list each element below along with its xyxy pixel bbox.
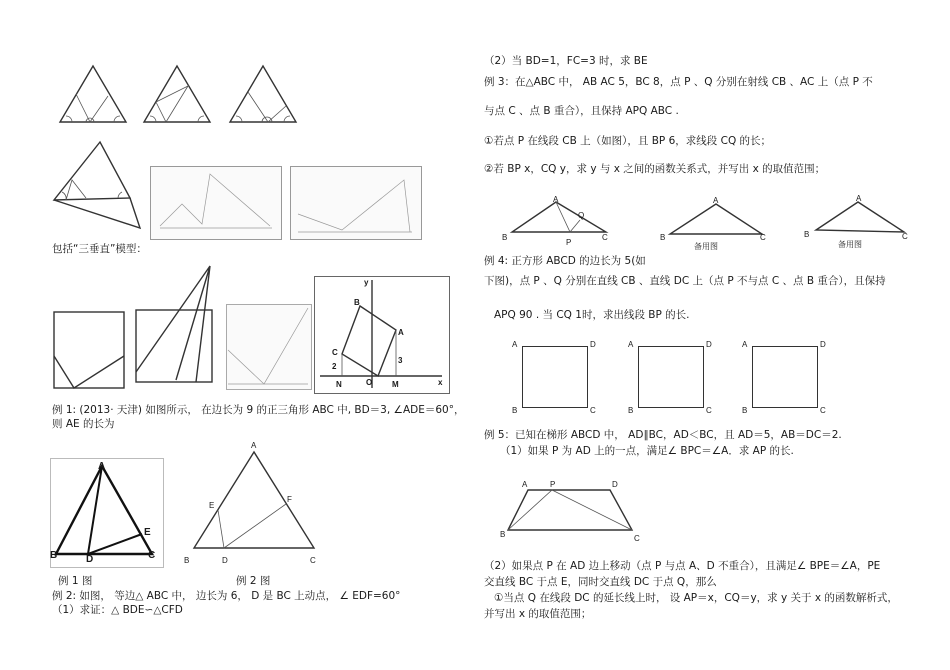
sq3-label-D: D xyxy=(820,340,826,349)
three-perpendicular-caption: 包括“三垂直”模型： xyxy=(52,243,147,255)
spare2-label-A: A xyxy=(856,194,862,203)
trap-label-A: A xyxy=(522,480,528,489)
triangle-figure-2 xyxy=(142,64,212,126)
sq1-label-A: A xyxy=(512,340,518,349)
ex3-label-C: C xyxy=(602,233,608,242)
example3-line2: 与点 C 、点 B 重合），且保持 APQ ABC . xyxy=(484,105,679,117)
photo-panel-3-lines xyxy=(226,304,310,388)
example3-line1: 例 3：在△ABC 中， AB AC 5，BC 8，点 P 、Q 分别在射线 CB 、AC 上（点 P 不 xyxy=(484,76,873,88)
figure1-caption: 例 1 图 xyxy=(58,575,93,587)
fig1-label-B: B xyxy=(50,550,58,561)
spare1-caption: 备用图 xyxy=(694,242,718,251)
example2-line2: （1）求证：△ BDE∽△CFD xyxy=(52,604,183,616)
example1-line2: 则 AE 的长为 xyxy=(52,418,115,430)
example1-line1: 例 1: (2013· 天津) 如图所示， 在边长为 9 的正三角形 ABC 中, BD＝3, ∠ADE＝60°， xyxy=(52,404,465,416)
sq2-label-C: C xyxy=(706,406,712,415)
square-figure-with-spike xyxy=(134,262,214,386)
example4-line3: APQ 90 . 当 CQ 1时，求出线段 BP 的长. xyxy=(494,309,690,321)
sq3-label-C: C xyxy=(820,406,826,415)
coord-label-3: 3 xyxy=(398,356,403,365)
fig1-label-A: A xyxy=(98,461,106,472)
triangle-figure-3 xyxy=(228,64,298,126)
sq1-label-D: D xyxy=(590,340,596,349)
fig2-label-D: D xyxy=(222,556,228,565)
fig2-label-E: E xyxy=(209,501,215,510)
sq2-label-B: B xyxy=(628,406,634,415)
square-figure-3 xyxy=(752,346,818,408)
sq1-label-C: C xyxy=(590,406,596,415)
ex3-label-P: P xyxy=(566,238,572,247)
sq3-label-B: B xyxy=(742,406,748,415)
example5-q2-line1: （2）如果点 P 在 AD 边上移动（点 P 与点 A、D 不重合），且满足∠ BPE＝∠A，PE xyxy=(484,560,881,572)
spare2-label-B: B xyxy=(804,230,810,239)
spare1-label-A: A xyxy=(713,196,719,205)
figure2-caption: 例 2 图 xyxy=(236,575,271,587)
rotated-triangle-figure xyxy=(52,140,142,232)
coord-label-O: O xyxy=(366,378,373,387)
coord-label-B: B xyxy=(354,298,360,307)
spare1-label-C: C xyxy=(760,233,766,242)
photo-panel-2-lines xyxy=(290,166,420,238)
example5-line1: 例 5：已知在梯形 ABCD 中， AD∥BC，AD＜BC，且 AD＝5，AB＝DC＝2. xyxy=(484,429,842,441)
spare1-label-B: B xyxy=(660,233,666,242)
coordinate-figure xyxy=(314,276,448,392)
fig2-label-A: A xyxy=(251,441,257,450)
trap-label-C: C xyxy=(634,534,640,543)
example2-line1: 例 2: 如图， 等边△ ABC 中， 边长为 6， D 是 BC 上动点， ∠ EDF=60° xyxy=(52,590,401,602)
example5-q2-line2: 交直线 BC 于点 E，同时交直线 DC 于点 Q，那么 xyxy=(484,576,717,588)
ex3-label-A: A xyxy=(553,195,559,204)
ex3-label-B: B xyxy=(502,233,508,242)
photo-panel-1-lines xyxy=(150,166,280,238)
coord-label-C: C xyxy=(332,348,338,357)
trapezoid-figure xyxy=(506,486,636,534)
example3-question2: ②若 BP x，CQ y，求 y 与 x 之间的函数关系式，并写出 x 的取值范围； xyxy=(484,163,826,175)
coord-label-N: N xyxy=(336,380,342,389)
fig2-label-C: C xyxy=(310,556,316,565)
example4-line1: 例 4: 正方形 ABCD 的边长为 5(如 xyxy=(484,255,646,267)
example1-figure xyxy=(50,458,162,566)
trap-label-D: D xyxy=(612,480,618,489)
spare2-caption: 备用图 xyxy=(838,240,862,249)
coord-label-M: M xyxy=(392,380,399,389)
trap-label-B: B xyxy=(500,530,506,539)
coord-label-A: A xyxy=(398,328,404,337)
fig1-label-E: E xyxy=(144,527,151,538)
square-figure-2 xyxy=(638,346,704,408)
coord-label-2: 2 xyxy=(332,362,337,371)
coord-label-x: x xyxy=(438,378,443,387)
square-figure-left xyxy=(52,308,128,392)
fig1-label-C: C xyxy=(148,550,156,561)
spare2-label-C: C xyxy=(902,232,908,241)
example3-main-triangle xyxy=(510,200,610,236)
sq2-label-D: D xyxy=(706,340,712,349)
trap-label-P: P xyxy=(550,480,556,489)
triangle-figure-1 xyxy=(58,64,128,126)
example5-line2: （1）如果 P 为 AD 上的一点，满足∠ BPC＝∠A．求 AP 的长. xyxy=(500,445,794,457)
example5-q2-line3: ①当点 Q 在线段 DC 的延长线上时， 设 AP＝x，CQ＝y，求 y 关于 x 的函数解析式， xyxy=(494,592,898,604)
fig2-label-F: F xyxy=(287,495,292,504)
example5-q2-line4: 并写出 x 的取值范围； xyxy=(484,608,592,620)
fig2-label-B: B xyxy=(184,556,190,565)
example3-question1: ①若点 P 在线段 CB 上（如图），且 BP 6，求线段 CQ 的长； xyxy=(484,135,772,147)
coord-label-y: y xyxy=(364,278,369,287)
square-figure-1 xyxy=(522,346,588,408)
sq2-label-A: A xyxy=(628,340,634,349)
sq1-label-B: B xyxy=(512,406,518,415)
fig1-label-D: D xyxy=(86,554,94,565)
example4-line2: 下图)，点 P 、Q 分别在直线 CB 、直线 DC 上（点 P 不与点 C 、点 B 重合），且保持 xyxy=(484,275,886,287)
sq3-label-A: A xyxy=(742,340,748,349)
ex3-label-Q: Q xyxy=(578,211,585,220)
q2-top-line: （2）当 BD=1，FC=3 时，求 BE xyxy=(484,55,648,67)
